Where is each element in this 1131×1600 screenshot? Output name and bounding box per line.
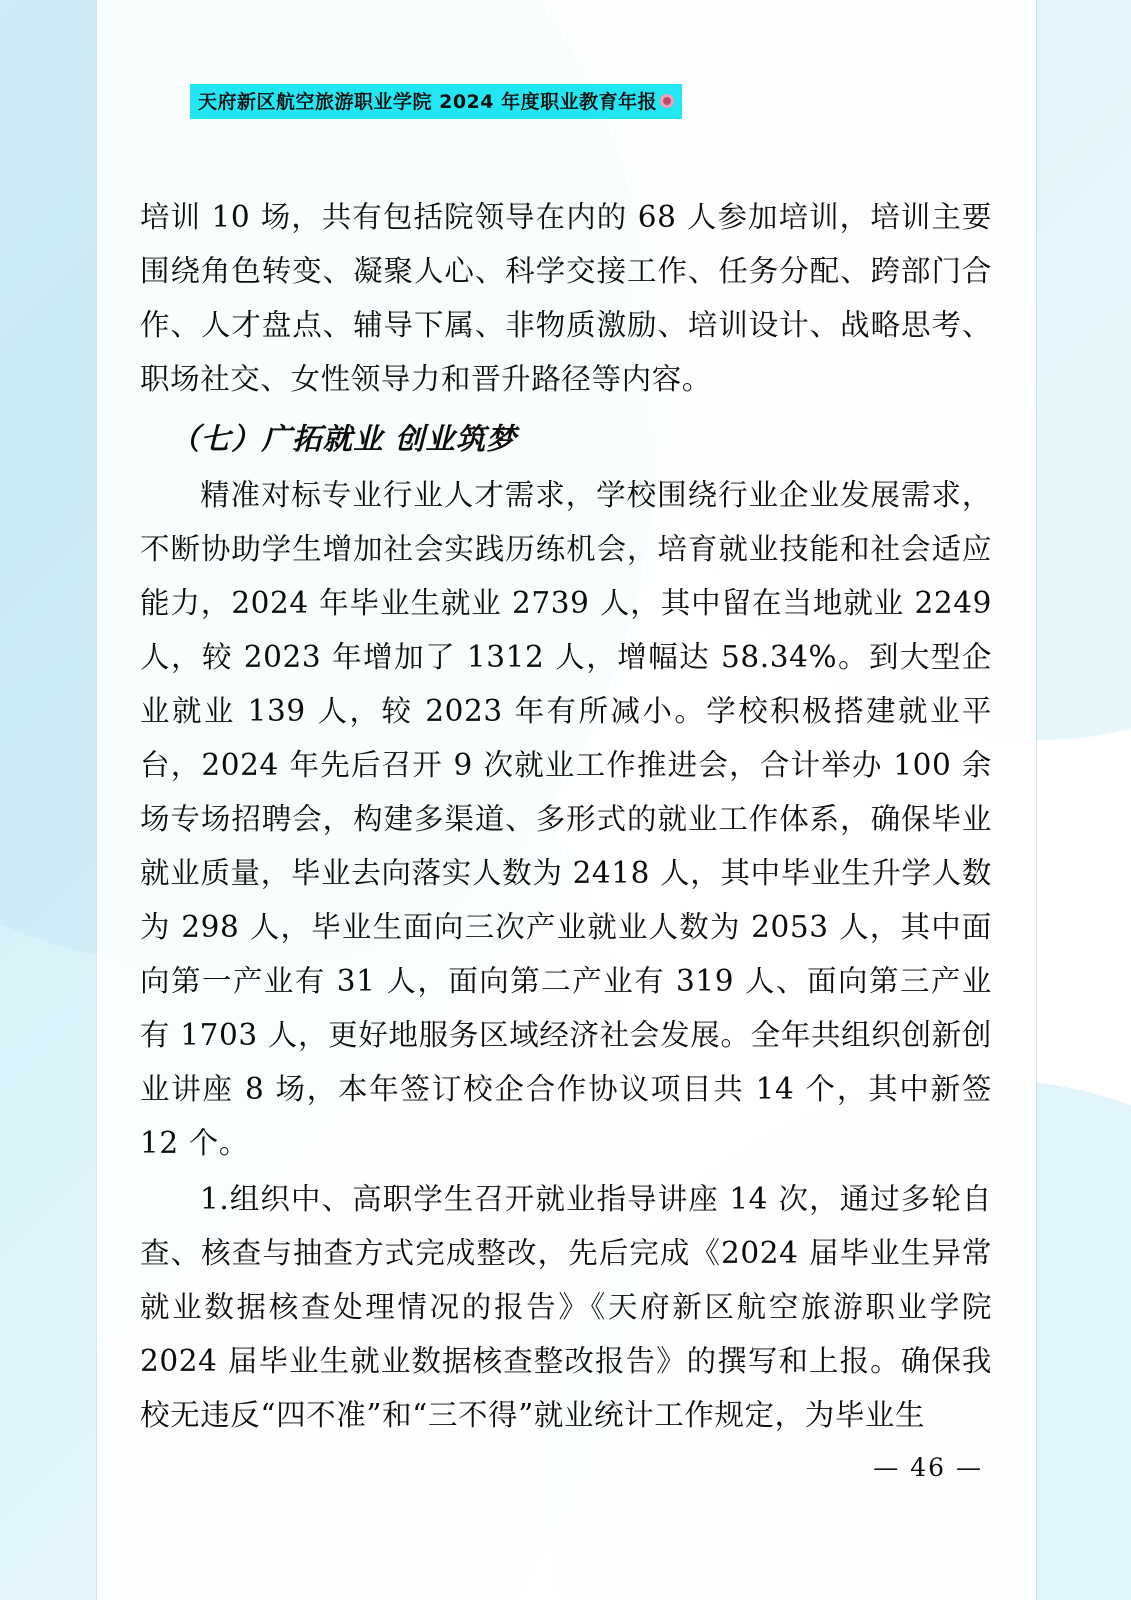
page-header	[190, 84, 682, 119]
page-header-title: 天府新区航空旅游职业学院 2024 年度职业教育年报	[198, 91, 658, 113]
paragraph: 1.组织中、高职学生召开就业指导讲座 14 次，通过多轮自查、核查与抽查方式完成整改，先后完成《2024 届毕业生异常就业数据核查处理情况的报告》《天府新区航空旅游职业学院 2024 届毕业生就业数据核查整改报告》的撰写和上报。确保我校无违反“四不准”和“三不得”就业统计工作规定，为毕业生	[140, 1182, 992, 1432]
page-margin-line-left	[96, 0, 97, 1600]
section-heading: （七）广拓就业 创业筑梦	[170, 421, 517, 456]
paragraph: 培训 10 场，共有包括院领导在内的 68 人参加培训，培训主要围绕角色转变、凝聚人心、科学交接工作、任务分配、跨部门合作、人才盘点、辅导下属、非物质激励、培训设计、战略思考、职场社交、女性领导力和晋升路径等内容。	[140, 200, 992, 396]
paragraph: 精准对标专业行业人才需求，学校围绕行业企业发展需求，不断协助学生增加社会实践历练机会，培育就业技能和社会适应能力，2024 年毕业生就业 2739 人，其中留在当地就业 2249 人，较 2023 年增加了 1312 人，增幅达 58.34%。到大型企业就业 139 人，较 2023 年有所减小。学校积极搭建就业平台，2024 年先后召开 9 次就业工作推进会，合计举办 100 余场专场招聘会，构建多渠道、多形式的就业工作体系，确保毕业就业质量，毕业去向落实人数为 2418 人，其中毕业生升学人数为 298 人，毕业生面向三次产业就业人数为 2053 人，其中面向第一产业有 31 人，面向第二产业有 319 人、面向第三产业有 1703 人，更好地服务区域经济社会发展。全年共组织创新创业讲座 8 场，本年签订校企合作协议项目共 14 个，其中新签 12 个。	[140, 478, 992, 1160]
page-number: — 46 —	[873, 1453, 983, 1482]
document-body	[140, 190, 992, 1444]
seal-icon	[660, 94, 674, 108]
page-margin-line-right	[1036, 0, 1037, 1600]
